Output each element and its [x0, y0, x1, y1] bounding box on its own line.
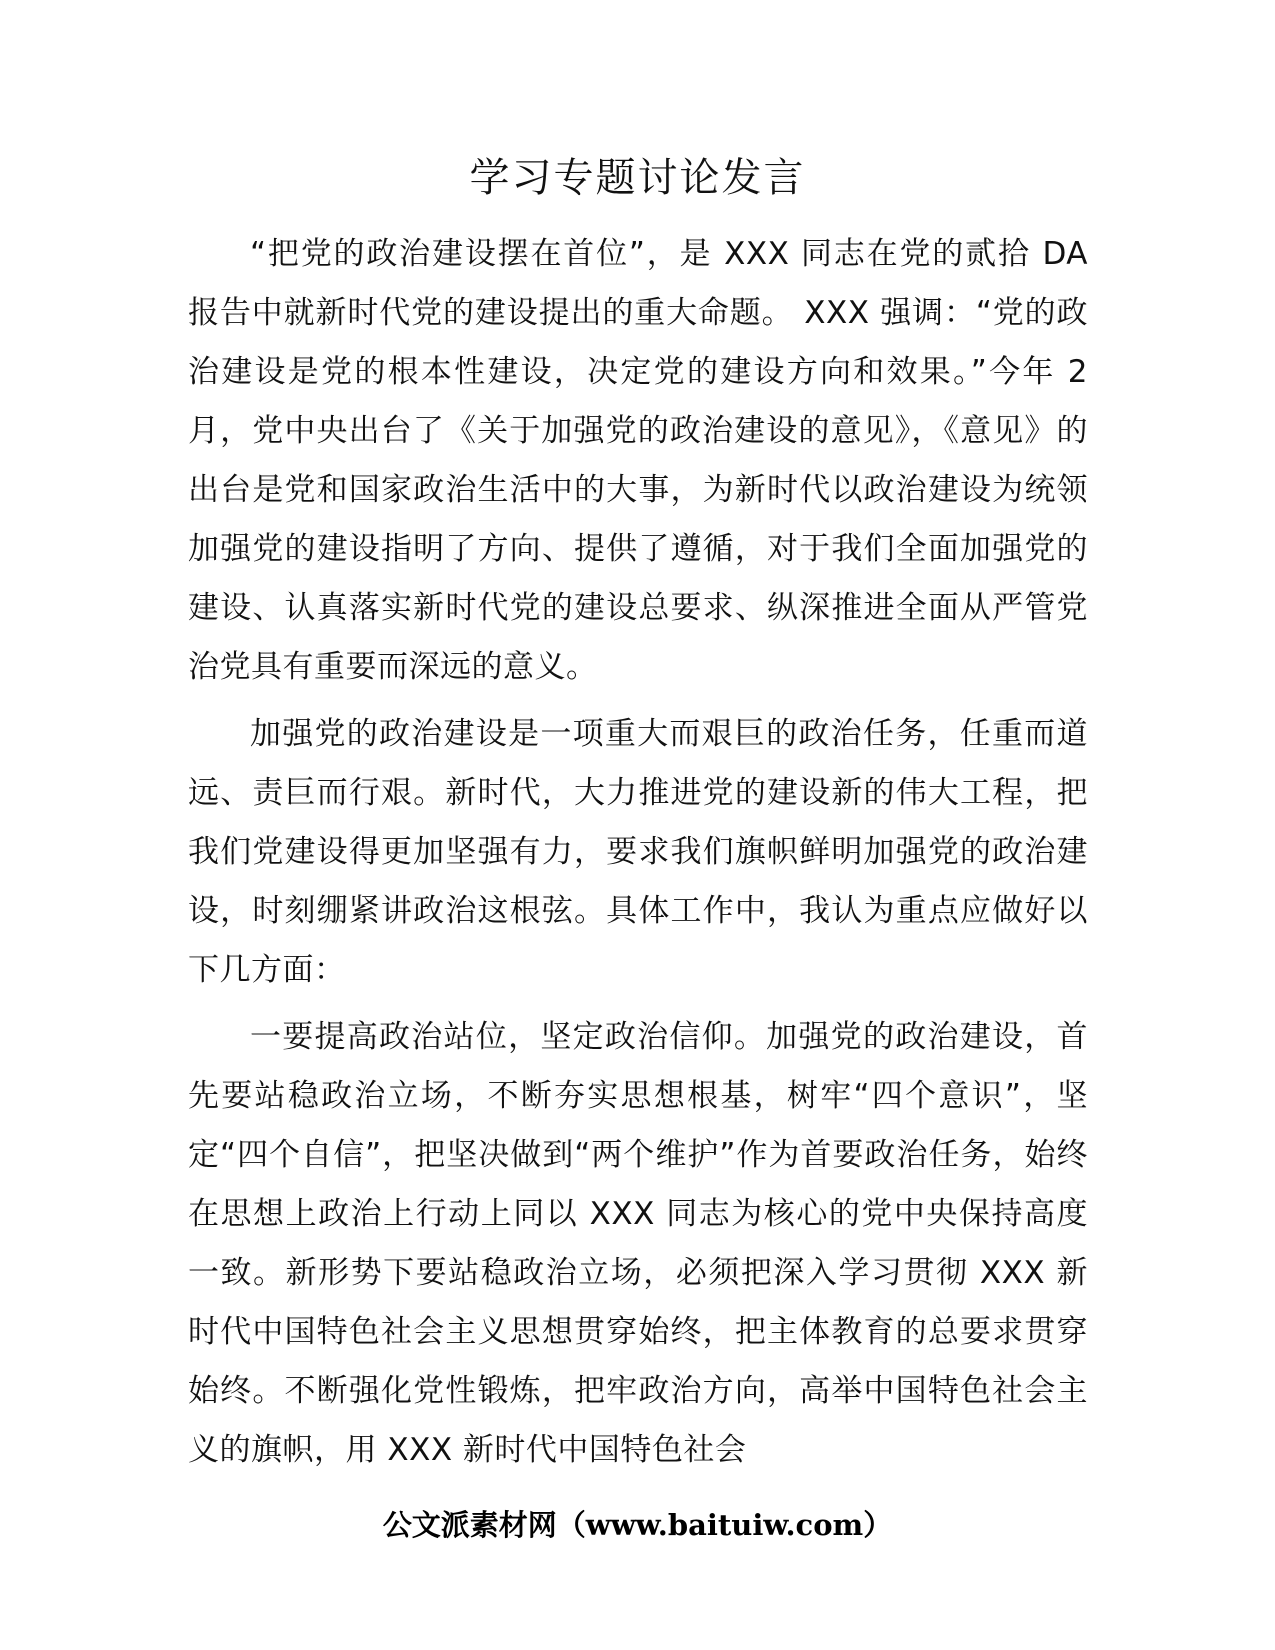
footer-watermark: 公文派素材网（www.baituiw.com）	[382, 1508, 893, 1542]
paragraph-2: 加强党的政治建设是一项重大而艰巨的政治任务，任重而道远、责巨而行艰。新时代，大力推进党的建设新的伟大工程，把我们党建设得更加坚强有力，要求我们旗帜鲜明加强党的政治建设，时刻绷紧讲政治这根弦。具体工作中，我认为重点应做好以下几方面：	[188, 716, 1088, 988]
paragraph-1: “把党的政治建设摆在首位”，是 XXX 同志在党的贰拾 DA 报告中就新时代党的建设提出的重大命题。 XXX 强调：“党的政治建设是党的根本性建设，决定党的建设方向和效果。”今年 2 月，党中央出台了《关于加强党的政治建设的意见》，《意见》的出台是党和国家政治生活中的大事，为新时代以政治建设为统领加强党的建设指明了方向、提供了遵循，对于我们全面加强党的建设、认真落实新时代党的建设总要求、纵深推进全面从严管党治党具有重要而深远的意义。	[188, 236, 1088, 685]
paragraph-3: 一要提高政治站位，坚定政治信仰。加强党的政治建设，首先要站稳政治立场，不断夯实思想根基，树牢“四个意识”，坚定“四个自信”，把坚决做到“两个维护”作为首要政治任务，始终在思想上政治上行动上同以 XXX 同志为核心的党中央保持高度一致。新形势下要站稳政治立场，必须把深入学习贯彻 XXX 新时代中国特色社会主义思想贯穿始终，把主体教育的总要求贯穿始终。不断强化党性锻炼，把牢政治方向，高举中国特色社会主义的旗帜，用 XXX 新时代中国特色社会	[188, 1019, 1088, 1468]
document-title: 学习专题讨论发言	[469, 155, 806, 201]
document-body	[188, 225, 1088, 1488]
